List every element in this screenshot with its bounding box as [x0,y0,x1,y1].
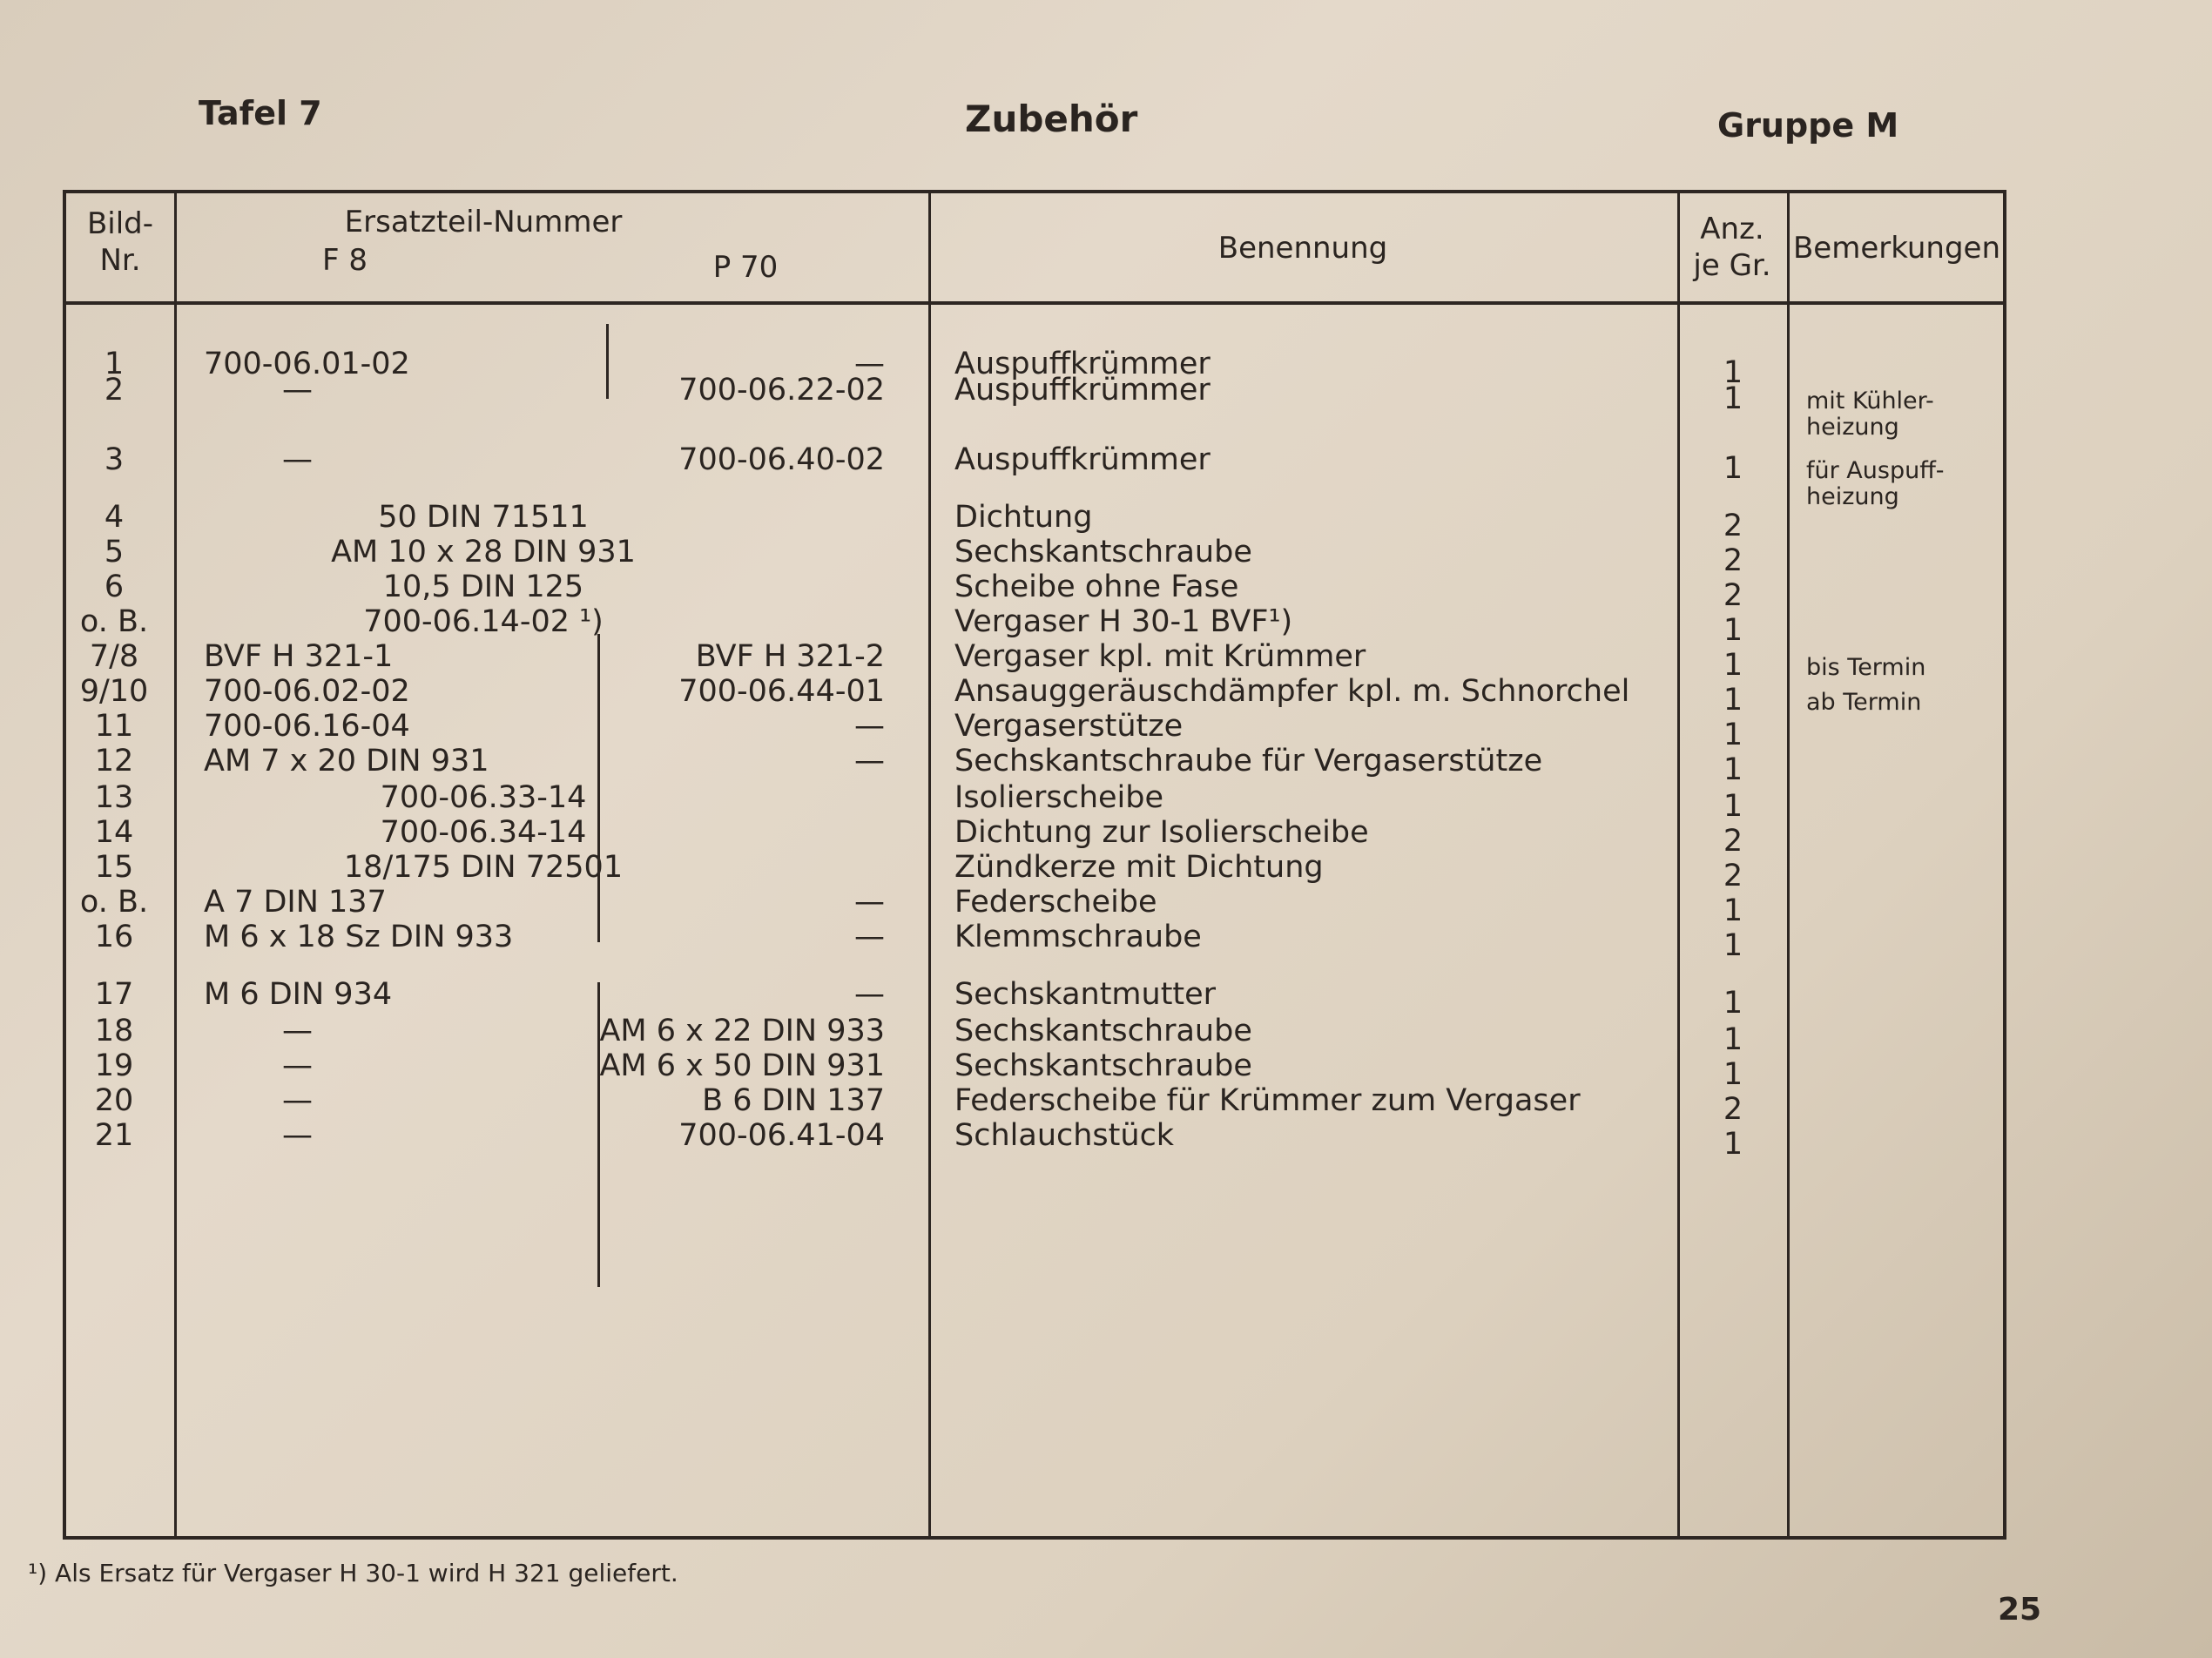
row-benennung: Sechskantschraube [954,1014,1252,1048]
row-anzahl: 1 [1723,928,1743,963]
col-header-ersatzteil: Ersatzteil-Nummer [344,205,623,239]
row-bild-nr: 9/10 [79,674,149,709]
row-benennung: Scheibe ohne Fase [954,570,1239,604]
row-benennung: Auspuffkrümmer [954,442,1211,477]
row-anzahl: 1 [1723,893,1743,928]
row-benennung: Vergaserstütze [954,709,1184,744]
row-anzahl: 1 [1723,752,1743,787]
row-common-part-number: 18/175 DIN 72501 [343,850,624,885]
row-anzahl: 1 [1723,355,1743,390]
row-benennung: Federscheibe [954,885,1157,920]
row-benennung: Auspuffkrümmer [954,373,1211,408]
row-bild-nr: 2 [104,373,125,408]
col-header-benennung: Benennung [1217,231,1388,266]
row-anzahl: 1 [1723,648,1743,683]
row-bild-nr: 13 [94,780,134,815]
row-p70-part-number: BVF H 321-2 [695,639,885,674]
row-f8-part-number: — [282,1048,313,1083]
row-benennung: Ansauggeräuschdämpfer kpl. m. Schnorchel [954,674,1630,709]
footnote: ¹) Als Ersatz für Vergaser H 30-1 wird H 321 geliefert. [28,1559,678,1587]
row-bild-nr: o. B. [79,604,149,639]
row-benennung: Klemmschraube [954,920,1202,954]
row-f8-part-number: — [282,442,313,477]
row-bild-nr: 14 [94,815,134,850]
group-label: Gruppe M [1717,106,1899,145]
row-common-part-number: 50 DIN 71511 [378,500,589,535]
row-p70-part-number: — [854,885,885,920]
header-rule [66,301,2003,305]
row-bemerkung: für Auspuff- heizung [1806,457,1945,510]
row-common-part-number: 10,5 DIN 125 [382,570,584,604]
col-divider [1677,193,1680,1536]
row-p70-part-number: — [854,744,885,778]
row-f8-part-number: — [282,1118,313,1153]
row-p70-part-number: AM 6 x 50 DIN 931 [599,1048,885,1083]
row-p70-part-number: B 6 DIN 137 [702,1083,885,1118]
col-header-anz: Anz. je Gr. [1693,212,1771,283]
f8-p70-divider [597,634,600,942]
row-bild-nr: 1 [104,347,125,381]
row-p70-part-number: — [854,977,885,1012]
row-p70-part-number: — [854,709,885,744]
row-bild-nr: 5 [104,535,125,570]
row-benennung: Federscheibe für Krümmer zum Vergaser [954,1083,1581,1118]
row-p70-part-number: AM 6 x 22 DIN 933 [599,1014,885,1048]
parts-table [63,190,2006,1540]
row-common-part-number: AM 10 x 28 DIN 931 [331,535,636,570]
col-header-bemerkungen: Bemerkungen [1792,231,2001,266]
row-bemerkung: ab Termin [1806,689,1922,716]
row-bild-nr: 20 [94,1083,134,1118]
row-benennung: Isolierscheibe [954,780,1164,815]
row-bemerkung: bis Termin [1806,654,1926,681]
row-benennung: Dichtung [954,500,1093,535]
table-label: Tafel 7 [199,94,322,132]
row-anzahl: 2 [1723,578,1743,613]
row-bild-nr: 3 [104,442,125,477]
f8-p70-divider [606,324,609,399]
row-benennung: Dichtung zur Isolierscheibe [954,815,1369,850]
row-p70-part-number: 700-06.41-04 [678,1118,885,1153]
row-f8-part-number: — [282,1083,313,1118]
row-anzahl: 1 [1723,451,1743,486]
row-f8-part-number: BVF H 321-1 [204,639,394,674]
row-f8-part-number: 700-06.02-02 [204,674,410,709]
row-anzahl: 2 [1723,509,1743,543]
row-benennung: Sechskantschraube [954,535,1252,570]
row-p70-part-number: 700-06.22-02 [678,373,885,408]
row-p70-part-number: — [854,920,885,954]
row-bemerkung: mit Kühler- heizung [1806,388,1934,441]
col-header-p70: P 70 [712,250,779,285]
row-anzahl: 1 [1723,718,1743,752]
col-divider [928,193,931,1536]
row-f8-part-number: 700-06.01-02 [204,347,410,381]
row-benennung: Sechskantschraube [954,1048,1252,1083]
row-benennung: Schlauchstück [954,1118,1175,1153]
row-f8-part-number: — [282,1014,313,1048]
row-benennung: Vergaser kpl. mit Krümmer [954,639,1366,674]
row-anzahl: 1 [1723,789,1743,824]
row-bild-nr: o. B. [79,885,149,920]
row-bild-nr: 19 [94,1048,134,1083]
row-f8-part-number: M 6 x 18 Sz DIN 933 [204,920,514,954]
row-benennung: Zündkerze mit Dichtung [954,850,1324,885]
row-bild-nr: 17 [94,977,134,1012]
row-benennung: Vergaser H 30-1 BVF¹) [954,604,1293,639]
f8-p70-divider [597,982,600,1287]
row-anzahl: 2 [1723,859,1743,893]
row-f8-part-number: — [282,373,313,408]
row-benennung: Auspuffkrümmer [954,347,1211,381]
row-anzahl: 2 [1723,824,1743,859]
row-f8-part-number: AM 7 x 20 DIN 931 [204,744,489,778]
row-p70-part-number: — [854,347,885,381]
row-anzahl: 2 [1723,1092,1743,1127]
row-anzahl: 1 [1723,1022,1743,1057]
row-bild-nr: 4 [104,500,125,535]
row-common-part-number: 700-06.34-14 [380,815,587,850]
row-anzahl: 1 [1723,613,1743,648]
row-bild-nr: 18 [94,1014,134,1048]
row-f8-part-number: A 7 DIN 137 [204,885,387,920]
row-bild-nr: 21 [94,1118,134,1153]
row-bild-nr: 11 [94,709,134,744]
row-p70-part-number: 700-06.44-01 [678,674,885,709]
row-bild-nr: 16 [94,920,134,954]
row-anzahl: 1 [1723,683,1743,718]
row-p70-part-number: 700-06.40-02 [678,442,885,477]
row-anzahl: 2 [1723,543,1743,578]
page-title: Zubehör [965,98,1138,140]
row-bild-nr: 12 [94,744,134,778]
row-bild-nr: 15 [94,850,134,885]
row-anzahl: 1 [1723,1127,1743,1162]
row-f8-part-number: M 6 DIN 934 [204,977,393,1012]
row-anzahl: 1 [1723,986,1743,1021]
row-anzahl: 1 [1723,1057,1743,1092]
row-anzahl: 1 [1723,381,1743,416]
row-benennung: Sechskantschraube für Vergaserstütze [954,744,1543,778]
col-divider [1787,193,1790,1536]
col-header-bild: Bild- Nr. [86,206,154,278]
row-common-part-number: 700-06.14-02 ¹) [363,604,604,639]
row-benennung: Sechskantmutter [954,977,1217,1012]
row-bild-nr: 7/8 [89,639,139,674]
col-header-f8: F 8 [322,243,368,278]
row-f8-part-number: 700-06.16-04 [204,709,410,744]
page-number: 25 [1998,1592,2042,1628]
row-common-part-number: 700-06.33-14 [380,780,587,815]
row-bild-nr: 6 [104,570,125,604]
